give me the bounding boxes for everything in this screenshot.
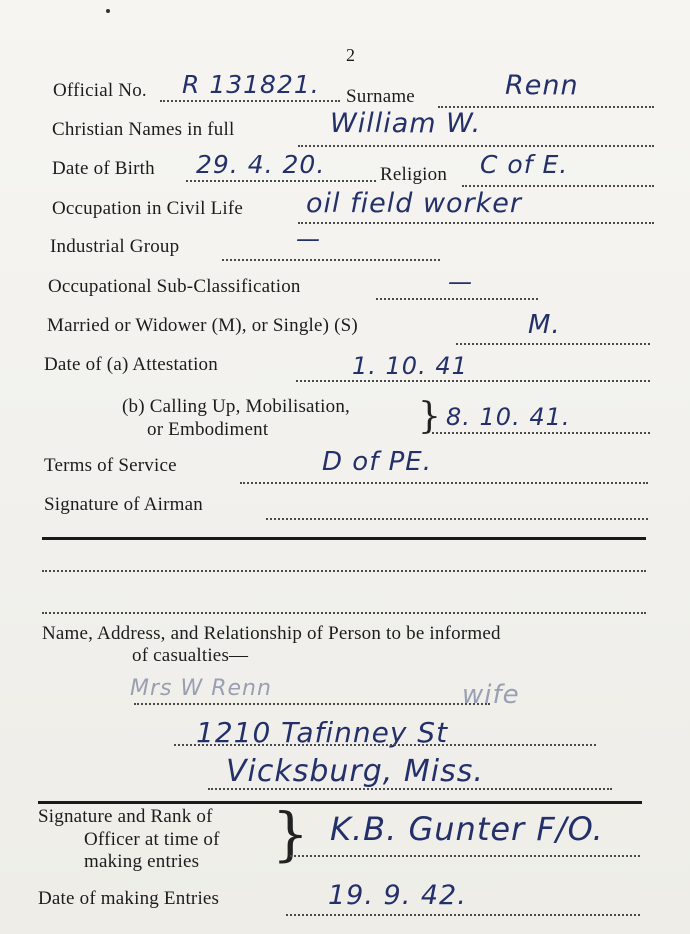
religion-value: C of E. [480,150,569,179]
religion-line [462,185,654,187]
christian-names-label: Christian Names in full [52,119,235,140]
married-label: Married or Widower (M), or Single) (S) [47,315,358,336]
occupation-value: oil field worker [306,188,522,219]
married-value: M. [528,310,561,340]
officer-sig-label-3: making entries [84,851,200,872]
official-no-label: Official No. [53,80,147,101]
occupational-sub-label: Occupational Sub-Classification [48,276,301,297]
date-entries-line [286,914,640,916]
occupation-label: Occupation in Civil Life [52,198,244,219]
attestation-label: Date of (a) Attestation [44,354,218,375]
christian-names-line [298,145,654,147]
official-no-value: R 131821. [182,70,320,99]
surname-label: Surname [346,86,415,107]
calling-up-brace: } [418,396,441,437]
industrial-group-label: Industrial Group [50,236,180,257]
next-of-kin-city: Vicksburg, Miss. [226,754,484,789]
signature-airman-line [266,518,648,520]
official-no-line [160,100,340,102]
next-of-kin-name: Mrs W Renn [130,676,272,701]
christian-names-value: William W. [330,108,482,139]
next-of-kin-line-3 [208,788,612,790]
page-number: 2 [346,45,356,65]
occupational-sub-value: — [448,268,473,296]
officer-signature-value: K.B. Gunter F/O. [330,810,604,848]
religion-label: Religion [380,164,448,185]
date-of-birth-line [186,180,376,182]
officer-sig-label-2: Officer at time of [84,829,220,850]
calling-up-value: 8. 10. 41. [446,403,571,431]
next-of-kin-relation: wife [462,680,520,710]
next-of-kin-label-cont: of casualties— [132,645,249,666]
next-of-kin-line-2 [174,744,596,746]
ink-speck [106,9,110,13]
industrial-group-line [222,259,440,261]
officer-sig-brace: } [272,800,309,868]
occupational-sub-line [376,298,538,300]
blank-line-1 [42,570,646,572]
signature-airman-label: Signature of Airman [44,494,203,515]
terms-of-service-value: D of PE. [322,447,432,477]
occupation-line [298,222,654,224]
date-entries-label: Date of making Entries [38,888,220,909]
industrial-group-value: — [296,225,321,253]
attestation-line [296,380,650,382]
section-divider-top [42,537,646,540]
next-of-kin-line-1 [134,703,490,705]
embodiment-label: or Embodiment [147,419,269,440]
officer-sig-label-1: Signature and Rank of [38,806,213,827]
officer-sig-line [290,855,640,857]
blank-line-2 [42,612,646,614]
next-of-kin-label: Name, Address, and Relationship of Person to be informed [42,623,501,644]
terms-of-service-label: Terms of Service [44,455,177,476]
terms-of-service-line [240,482,648,484]
date-entries-value: 19. 9. 42. [328,880,467,911]
calling-up-label: (b) Calling Up, Mobilisation, [122,396,350,417]
calling-up-line [432,432,650,434]
date-of-birth-value: 29. 4. 20. [196,150,326,179]
married-line [456,343,650,345]
attestation-value: 1. 10. 41 [352,352,468,380]
date-of-birth-label: Date of Birth [52,158,155,179]
section-divider-bottom [38,801,642,804]
surname-value: Renn [505,70,579,101]
next-of-kin-street: 1210 Tafinney St [196,716,449,749]
